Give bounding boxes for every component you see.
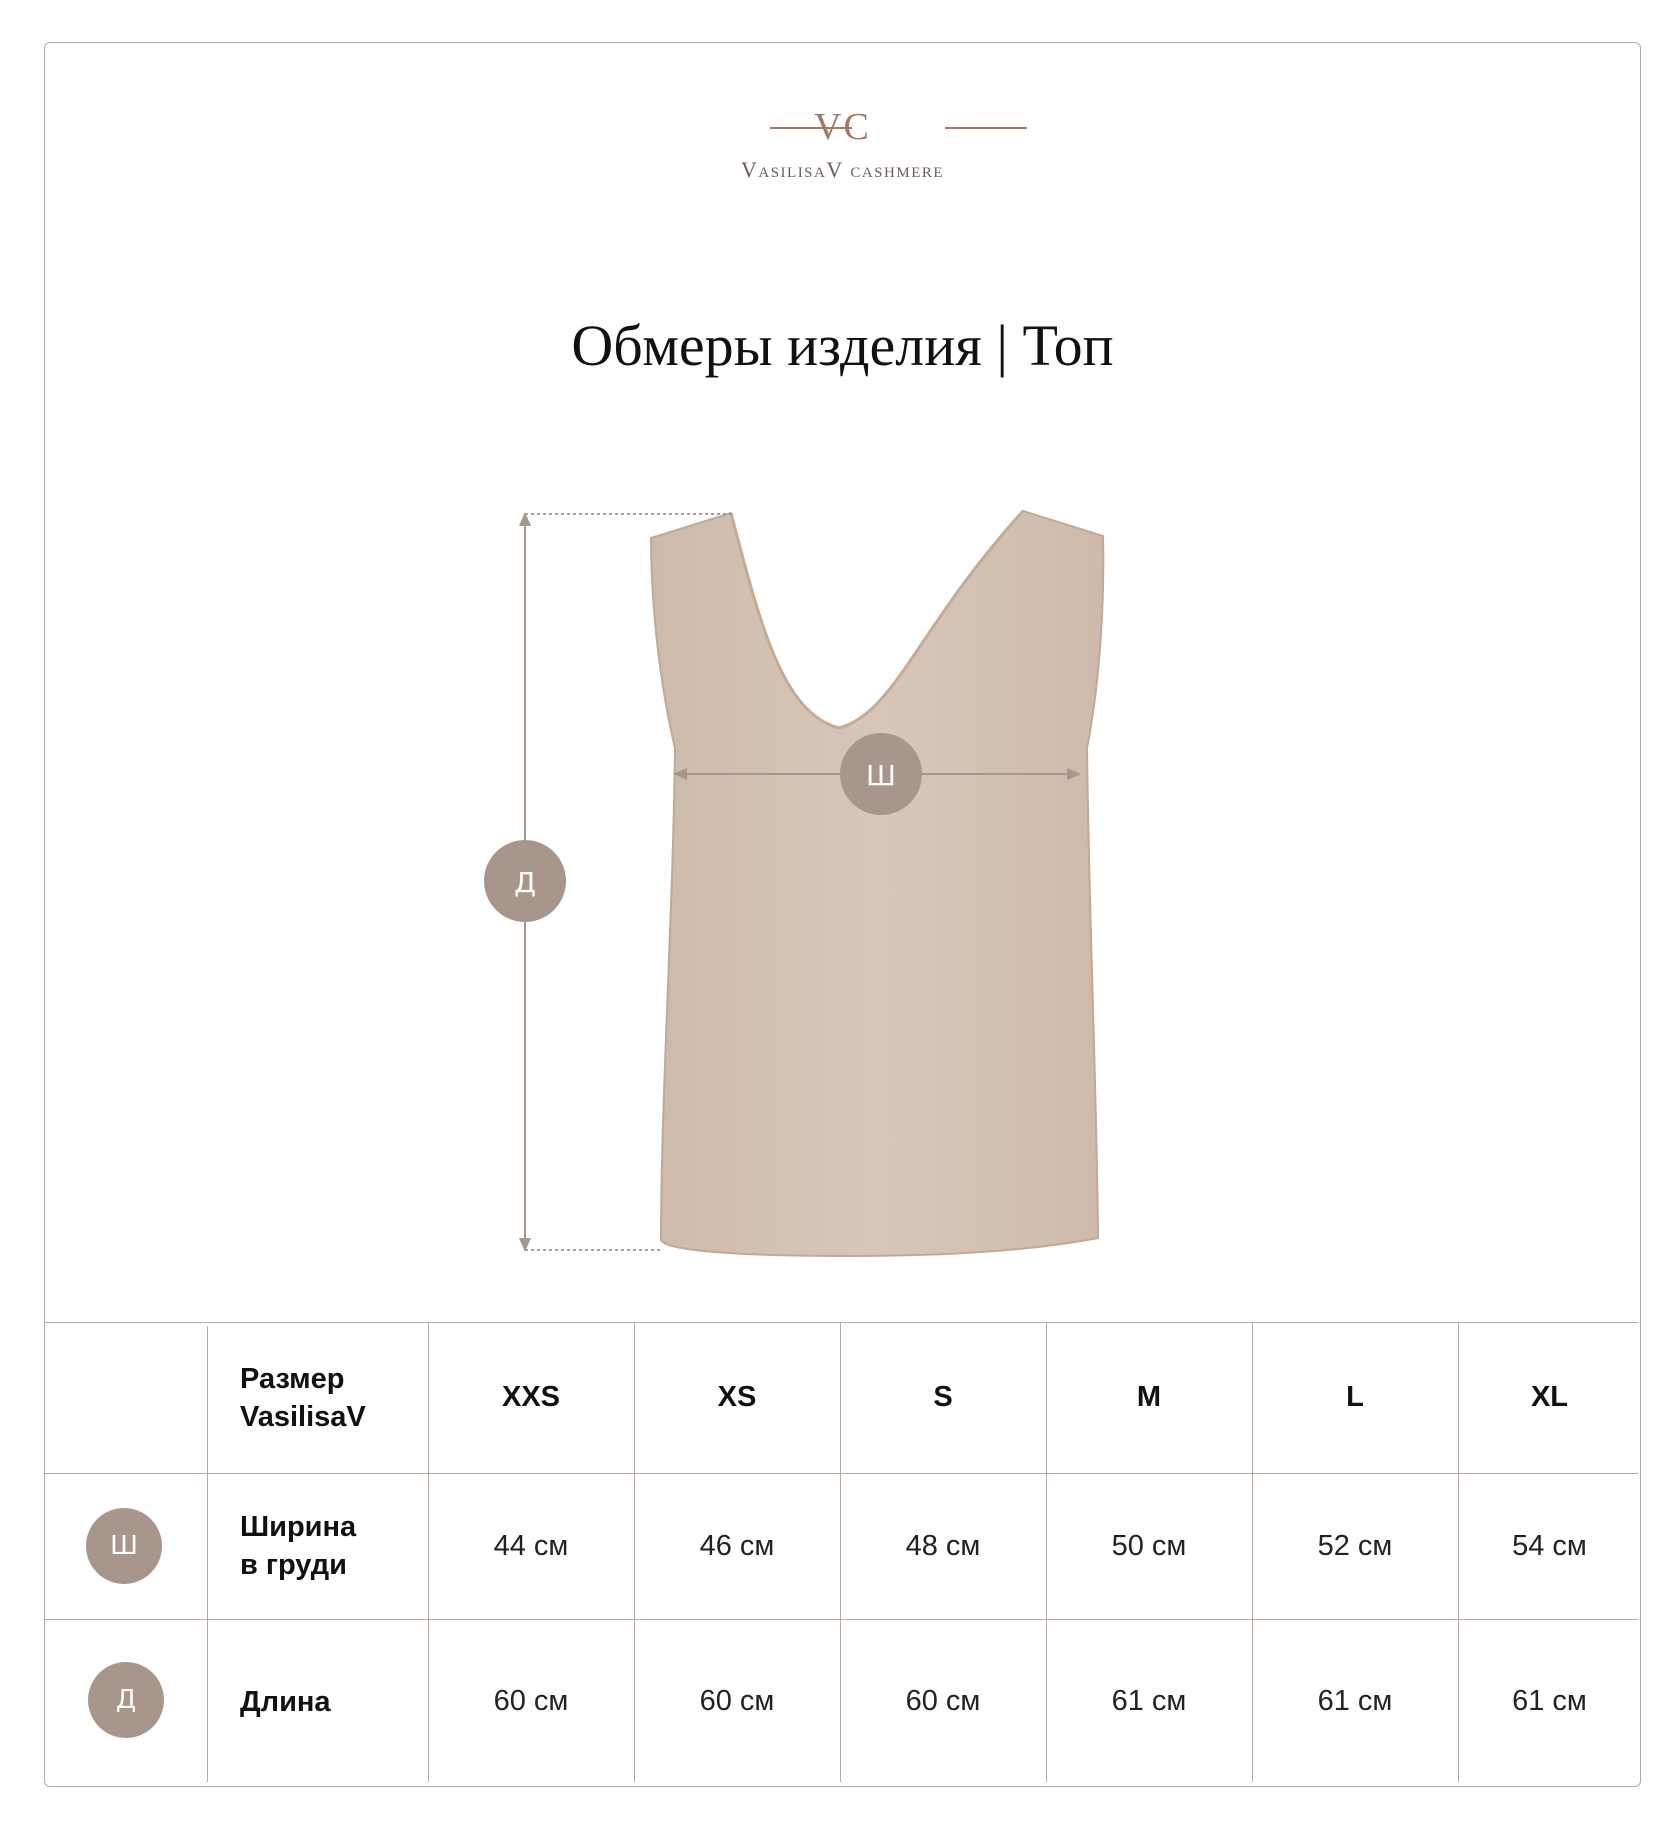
length-value-m: 61 см (1111, 1685, 1187, 1717)
width-row-label (240, 1473, 430, 1619)
tank-top-shape (651, 511, 1103, 1256)
width-value-s: 48 см (905, 1529, 981, 1562)
width-value-m: 50 см (1111, 1529, 1187, 1562)
width-label-line-1: Ширина (240, 1511, 357, 1543)
size-l: L (1346, 1381, 1364, 1413)
size-xxs: XXS (501, 1381, 561, 1413)
length-value-l: 61 см (1317, 1685, 1393, 1717)
page-title: Обмеры изделия | Топ (571, 313, 1114, 378)
width-value-xxs: 44 см (493, 1529, 569, 1562)
size-table (44, 1322, 1641, 1784)
garment-measurement-diagram (465, 498, 1125, 1278)
size-xs: XS (717, 1381, 757, 1413)
width-value-xl: 54 см (1512, 1529, 1587, 1562)
table-divider (207, 1326, 208, 1782)
length-value-s: 60 см (905, 1685, 981, 1717)
size-header-line-1: Размер (240, 1362, 345, 1395)
width-value-xs: 46 см (699, 1529, 775, 1562)
brand-logo (45, 105, 1640, 185)
size-m: M (1136, 1381, 1162, 1413)
size-header-line-2: VasilisaV (240, 1400, 366, 1433)
width-value-l: 52 см (1317, 1529, 1393, 1562)
length-row-marker: Д (88, 1662, 164, 1738)
length-value-xl: 61 см (1512, 1685, 1587, 1717)
logo-monogram: VC (814, 106, 871, 148)
length-marker-label: Д (514, 866, 536, 899)
length-value-xxs: 60 см (493, 1685, 569, 1717)
length-value-xs: 60 см (699, 1685, 775, 1717)
size-xl: XL (1530, 1381, 1569, 1413)
logo-wordmark: VasilisaV cashmere (740, 157, 945, 182)
length-row-label: Длина (240, 1685, 331, 1718)
width-marker-label: Ш (866, 759, 896, 792)
size-s: S (933, 1381, 953, 1413)
width-label-line-2: в груди (240, 1549, 347, 1581)
size-header-label (240, 1322, 430, 1473)
width-row-marker: Ш (86, 1508, 162, 1584)
logo-rule-right (945, 127, 1027, 129)
